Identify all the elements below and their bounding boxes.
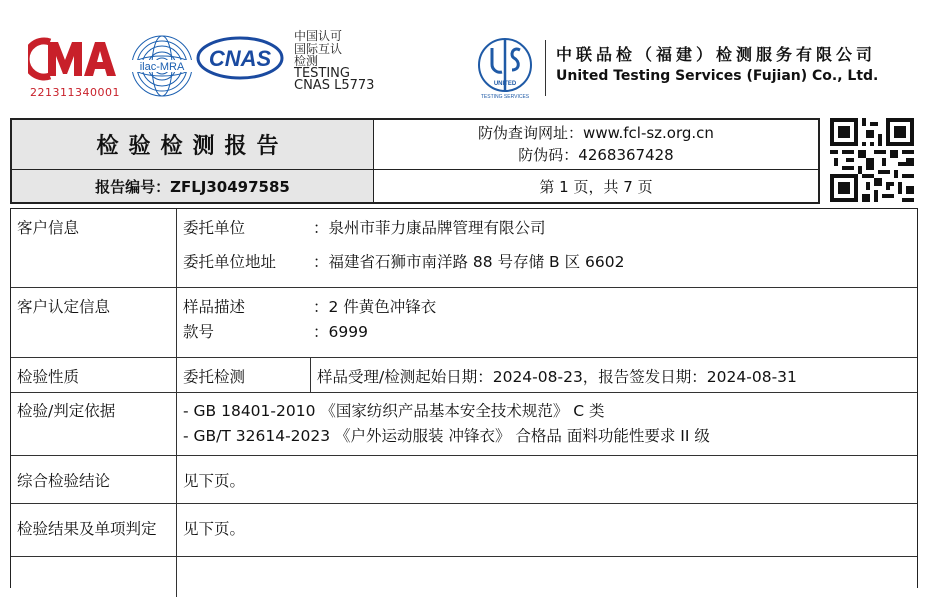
table-row [11,393,917,456]
field-value: ：2 件黄色冲锋衣 [313,298,437,316]
row-label: 客户认定信息 [17,298,111,316]
report-title: 检验检测报告 [12,120,374,170]
column-divider [176,358,177,393]
svg-text:TESTING SERVICES: TESTING SERVICES [480,94,530,100]
row-label: 检验/判定依据 [17,402,116,420]
verify-site: 防伪查询网址：www.fcl-sz.org.cn [478,124,714,142]
page-info: 第 1 页，共 7 页 [539,177,653,196]
column-divider [176,557,177,597]
column-divider [176,456,177,504]
field-value: ：福建省石狮市南洋路 88 号存储 B 区 6602 [313,253,625,271]
logo-divider [545,40,546,96]
verify-code: 防伪码：4268367428 [518,146,674,164]
field-label: 样品描述 [183,298,246,316]
field-value: 委托检测 [183,368,246,386]
svg-text:ilac-MRA: ilac-MRA [139,61,185,73]
qr-code-icon [830,118,914,202]
cnas-line: 检测 [294,54,319,68]
standard-item: - GB 18401-2010 《国家纺织产品基本安全技术规范》 C 类 [183,402,605,420]
field-label: 委托单位 [183,219,246,237]
table-row [11,209,917,288]
svg-text:UNITED: UNITED [493,81,517,87]
cma-number: 221311340001 [30,86,120,99]
company-name-en: United Testing Services (Fujian) Co., Ltd. [556,68,879,84]
field-value: ：6999 [313,323,368,341]
standard-item: - GB/T 32614-2023 《户外运动服装 冲锋衣》 合格品 面料功能性要求 II 级 [183,427,710,445]
column-divider [176,504,177,557]
report-header-table [10,118,820,204]
uts-logo [470,32,540,102]
row-label: 客户信息 [17,219,80,237]
column-divider [176,209,177,288]
cnas-line: 国际互认 [294,41,343,56]
column-divider [176,393,177,456]
cnas-line: TESTING [294,65,350,81]
field-label: 款号 [183,323,215,341]
cma-logo [28,34,116,84]
report-number: 报告编号：ZFLJ30497585 [12,170,374,202]
table-row [11,456,917,504]
field-value: ：泉州市菲力康品牌管理有限公司 [313,219,546,237]
field-label: 委托单位地址 [183,253,277,271]
cnas-line: 中国认可 [294,29,343,43]
field-value: 见下页。 [183,472,246,490]
column-divider [176,288,177,358]
column-divider [310,358,311,393]
svg-text:CNAS: CNAS [208,46,272,71]
table-row [11,288,917,358]
field-value: 见下页。 [183,520,246,538]
table-row [11,504,917,557]
cnas-accreditation-text [294,30,374,93]
company-name-cn: 中联品检（福建）检测服务有限公司 [556,45,877,64]
ilac-mra-logo [122,30,202,102]
verification-info [374,120,818,170]
row-label: 检验结果及单项判定 [17,520,157,538]
cnas-line: CNAS L5773 [294,78,375,93]
cnas-logo [196,36,284,80]
dates-text: 样品受理/检测起始日期：2024-08-23，报告签发日期：2024-08-31 [317,368,797,386]
report-info-table [10,208,918,588]
row-label: 综合检验结论 [17,472,111,490]
table-row [11,358,917,393]
row-label: 检验性质 [17,368,80,386]
